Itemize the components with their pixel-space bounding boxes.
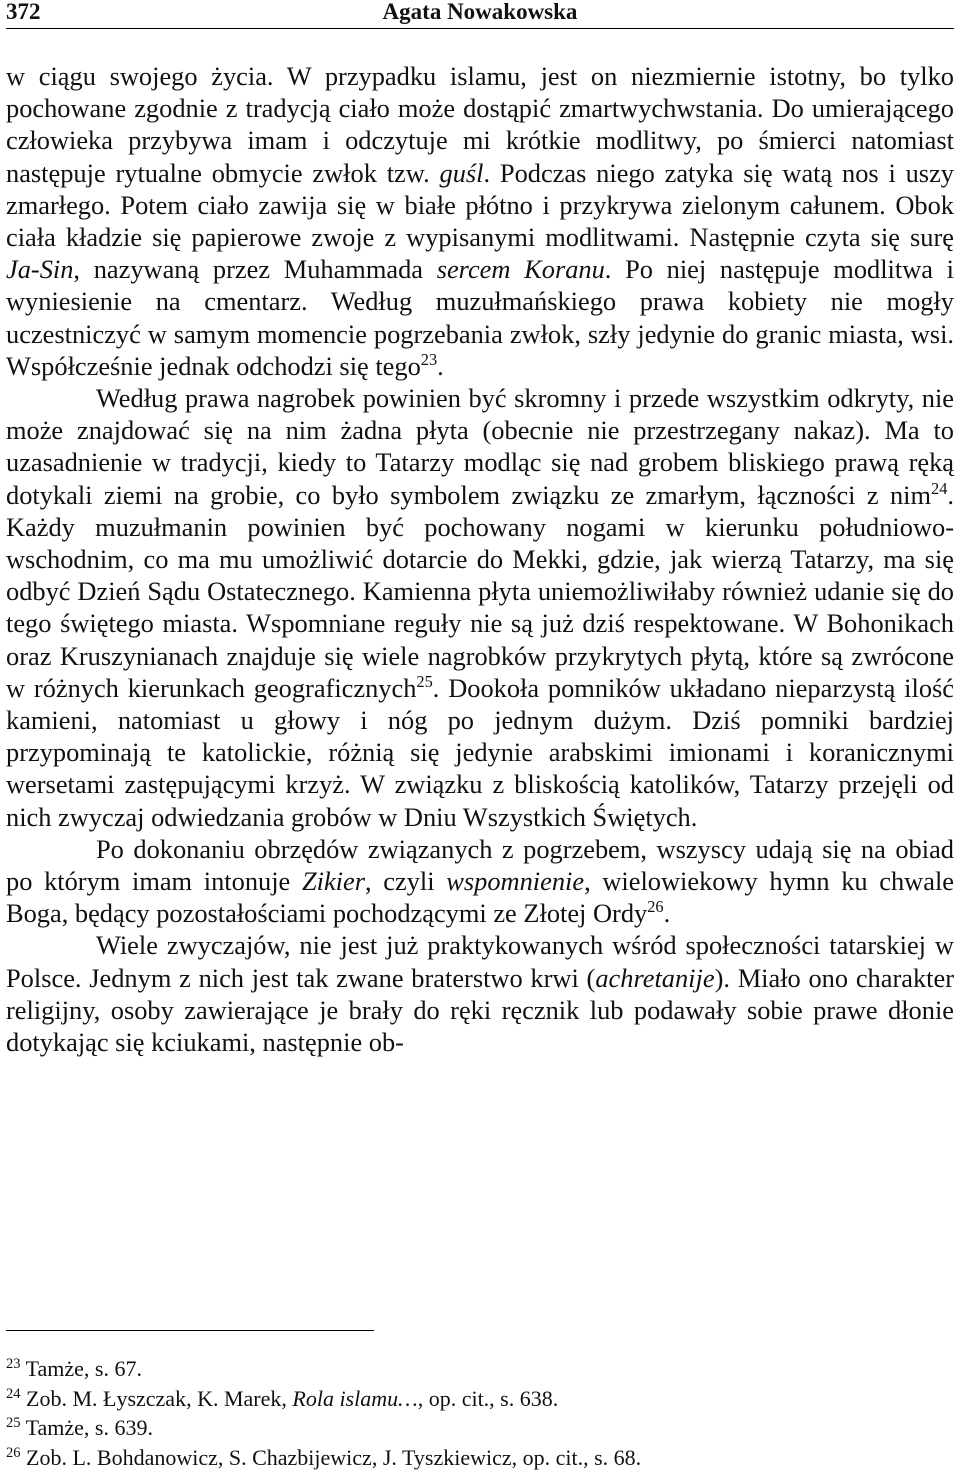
text-run: ). Miało ono charakter religijny, osoby zawierające je brały do ręki ręcznik lub podawały sobie prawe dłonie dotykając się kciukami, następnie ob- [6, 962, 954, 1058]
paragraph-4 [6, 929, 954, 1058]
footnote-ref[interactable]: 23 [420, 349, 438, 369]
text-run: , nazywaną przez Muhammada [73, 254, 437, 285]
footnote-25 [6, 1413, 954, 1443]
text-run: . [437, 350, 444, 381]
italic-term: achretanije [595, 962, 715, 993]
footnote-text: Tamże, s. 639. [25, 1415, 153, 1440]
text-run: Wiele zwyczajów, nie jest już praktykowanych wśród społeczności tatarskiej w Polsce. Jednym z nich jest tak zwane braterstwo krwi ( [6, 930, 954, 993]
paragraph-1 [6, 60, 954, 382]
text-run: . Każdy muzułmanin powinien być pochowany nogami w kierunku południowo-wschodnim, co ma mu umożliwić dotarcie do Mekki, gdzie, jak wierzą Tatarzy, ma się odbyć Dzień Sądu Ostatecznego. Kamienna płyta uniemożliwiłaby również udanie się do tego świętego miasta. Wspomniane reguły nie są już dziś respektowane. W Bohonikach oraz Kruszynianach znajduje się wiele nagrobków przykrytych płytą, które są zwrócone w różnych kierunkach geograficznych [6, 479, 954, 703]
text-run: , czyli [365, 866, 447, 897]
footnote-text: Zob. L. Bohdanowicz, S. Chazbijewicz, J. Tyszkiewicz, op. cit., s. 68. [26, 1444, 642, 1470]
text-run: Według prawa nagrobek powinien być skromny i przede wszystkim odkryty, nie może znajdować się na nim żadna płyta (obecnie nie przestrzegany nakaz). Ma to uzasadnienie w tradycji, kiedy to Tatarzy modląc się nad grobem bliskiego prawą ręką dotykali ziemi na grobie, co było symbolem związku ze zmarłym, łączności z nim [6, 383, 954, 510]
footnote-24 [6, 1384, 954, 1414]
text-run: . [663, 898, 671, 929]
italic-term: Zikier [301, 866, 365, 897]
italic-term: guśl [439, 157, 484, 188]
footnote-text: Zob. M. Łyszczak, K. Marek, [26, 1385, 293, 1411]
footnote-text: Tamże, s. 67. [25, 1356, 142, 1381]
footnote-23 [6, 1354, 954, 1384]
text-run: , wielowiekowy hymn ku chwale Boga, będący pozostałościami pochodzącymi ze Złotej Ordy [6, 866, 954, 929]
footnote-italic: Rola islamu… [292, 1385, 418, 1411]
footnote-text: , op. cit., s. 638. [417, 1385, 559, 1411]
paragraph-2 [6, 382, 954, 833]
footnote-number: 23 [6, 1356, 21, 1373]
running-title: Agata Nowakowska [382, 0, 578, 24]
text-run: Po dokonaniu obrzędów związanych z pogrzebem, wszyscy udają się na obiad po którym imam intonuje [6, 833, 954, 897]
text-run: . Podczas niego zatyka się watą nos i uszy zmarłego. Potem ciało zawija się w białe płótno i przykrywa zielonym całunem. Obok ciała kładzie się papierowe zwoje z wypisanymi modlitwami. Następnie czyta się surę [6, 157, 954, 253]
body-text [6, 60, 954, 1058]
text-run: w ciągu swojego życia. W przypadku islamu, jest on niezmiernie istotny, bo tylko pochowane zgodnie z tradycją ciało może dostąpić zmartwychwstania. Do umierającego człowieka przybywa imam i odczytuje mi krótkie modlitwy, po śmierci natomiast następuje rytualne obmycie zwłok tzw. [6, 61, 954, 188]
paragraph-3 [6, 833, 954, 930]
footnote-ref[interactable]: 25 [416, 671, 433, 691]
footnote-separator [6, 1330, 374, 1331]
footnote-number: 24 [6, 1385, 21, 1402]
italic-term: Ja-Sin [6, 254, 74, 285]
italic-term: wspomnienie [446, 866, 585, 897]
footnote-ref[interactable]: 26 [647, 897, 664, 917]
italic-term: sercem Koranu [436, 254, 605, 285]
footnotes [6, 1354, 954, 1472]
running-header [6, 0, 954, 29]
footnote-ref[interactable]: 24 [931, 478, 948, 498]
footnote-number: 26 [6, 1444, 21, 1461]
footnote-26 [6, 1443, 954, 1473]
text-run: . Po niej następuje modlitwa i wyniesienie na cmentarz. Według muzułmańskiego prawa kobiety nie mogły uczestniczyć w samym momencie pogrzebania zwłok, szły jedynie do granic miasta, wsi. Współcześnie jednak odchodzi się tego [6, 254, 955, 381]
page-number: 372 [6, 0, 41, 24]
footnote-number: 25 [6, 1415, 21, 1432]
text-run: . Dookoła pomników układano nieparzystą ilość kamieni, natomiast u głowy i nóg po jednym dużym. Dziś pomniki bardziej przypominają te katolickie, różnią się jedynie arabskimi imionami i koranicznymi wersetami zastępującymi krzyż. W związku z bliskością katolików, Tatarzy przejęli od nich zwyczaj odwiedzania grobów w Dniu Wszystkich Świętych. [6, 672, 955, 832]
